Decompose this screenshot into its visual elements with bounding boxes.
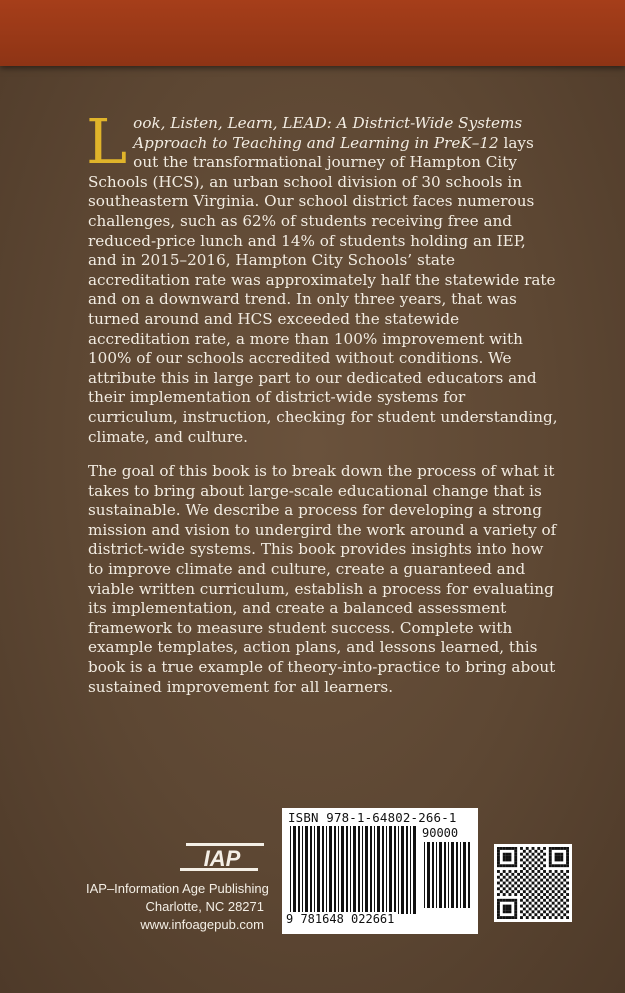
blurb-paragraph-1 [86, 105, 558, 447]
price-code: 90000 [422, 826, 459, 840]
publisher-info [86, 880, 269, 934]
publisher-name: IAP–Information Age Publishing [86, 881, 269, 896]
cover-blurb [86, 105, 558, 697]
publisher-city: Charlotte, NC 28271 [145, 899, 264, 914]
top-color-band [0, 0, 625, 66]
drop-cap-letter: L [86, 105, 128, 178]
iap-logo-icon [178, 843, 264, 873]
qr-code-icon [497, 847, 569, 919]
logo-text: IAP [203, 846, 241, 871]
qr-code [494, 844, 572, 922]
barcode-box [282, 808, 478, 934]
addon-barcode-icon [424, 842, 472, 910]
isbn-label: ISBN 978-1-64802-266-1 [288, 810, 457, 825]
barcode-icon [290, 826, 420, 918]
barcode-digits: 9 781648 022661 [286, 912, 395, 926]
blurb-paragraph-1-text: lays out the transformational journey of Hampton City Schools (HCS), an urban school division of 30 schools in southeastern Virginia. Our school district faces numerous challenges, such as 62% of students receiving free and reduced-price lunch and 14% of students holding an IEP, and in 2015–2016, Hampton City Schools’ state accreditation rate was approximately half the statewide rate and on a downward trend. In only three years, that was turned around and HCS exceeded the statewide accreditation rate, a more than 100% improvement with 100% of our schools accredited without conditions. We attribute this in large part to our dedicated educators and their implementation of district-wide systems for curriculum, instruction, checking for student understanding, climate, and culture. [88, 133, 558, 446]
blurb-paragraph-2: The goal of this book is to break down the process of what it takes to bring about large-scale educational change that is sustainable. We describe a process for developing a strong mission and vision to undergird the work around a variety of district-wide systems. This book provides insights into how to improve climate and culture, create a guaranteed and viable written curriculum, establish a process for evaluating its implementation, and create a balanced assessment framework to measure student success. Complete with example templates, action plans, and lessons learned, this book is a true example of theory-into-practice to bring about sustained improvement for all learners. [88, 462, 557, 696]
publisher-url: www.infoagepub.com [140, 917, 264, 932]
book-title: ook, Listen, Learn, LEAD: A District-Wide Systems Approach to Teaching and Learning in PreK–12 [133, 114, 523, 152]
